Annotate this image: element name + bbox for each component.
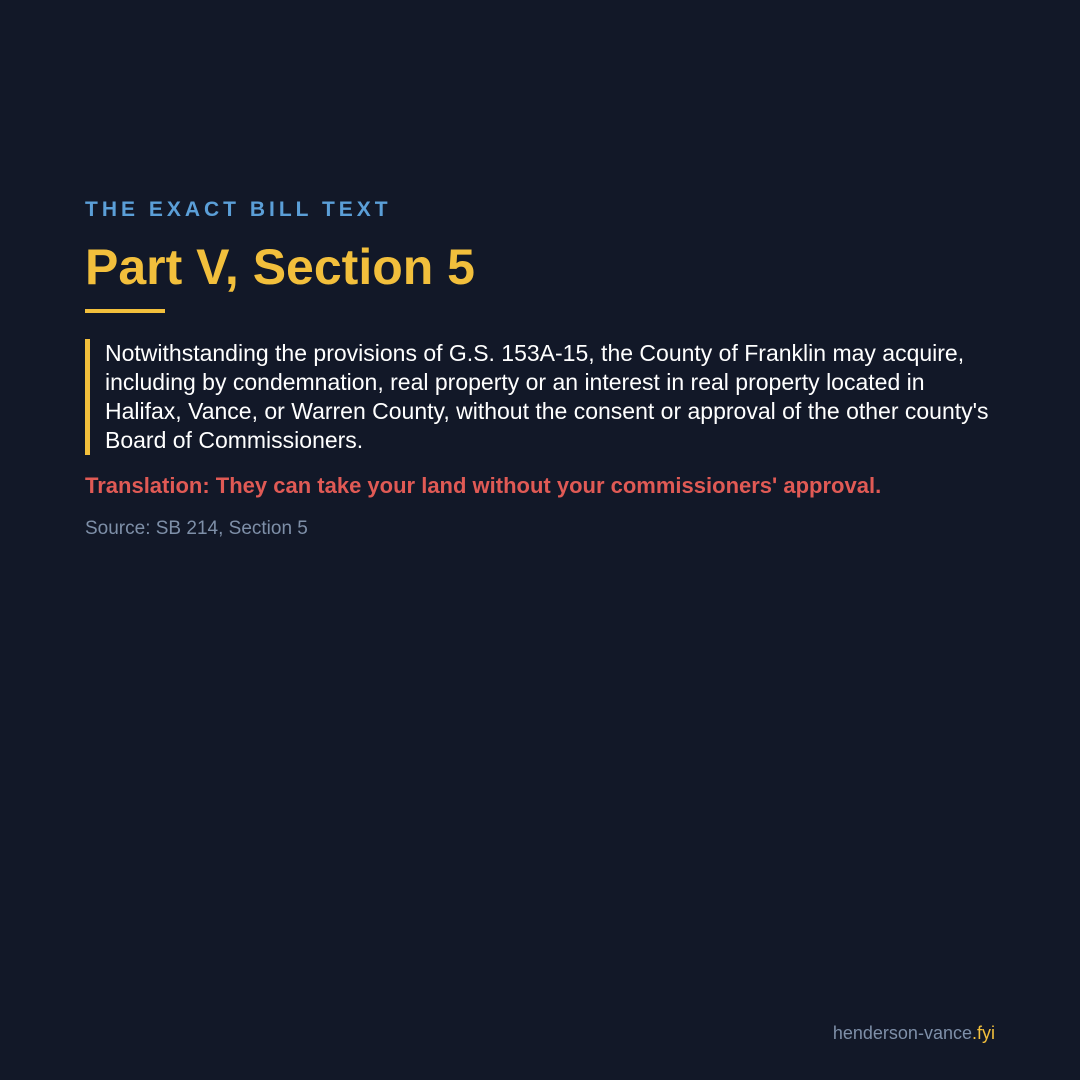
title-underline	[85, 309, 165, 313]
source-citation: Source: SB 214, Section 5	[85, 518, 308, 539]
bill-text-quote: Notwithstanding the provisions of G.S. 153A-15, the County of Franklin may acquire, including by condemnation, real property or an interest in real property located in Halifax, Vance, or Warren County, without the consent or approval of the other county's Board of Commissioners.	[85, 339, 995, 455]
site-domain-name: henderson-vance	[832, 1023, 972, 1043]
page-title: Part V, Section 5	[85, 239, 475, 295]
eyebrow-label: THE EXACT BILL TEXT	[85, 198, 392, 221]
site-domain-tld: .fyi	[971, 1023, 995, 1043]
content-card	[85, 196, 995, 541]
translation-text: Translation: They can take your land without your commissioners' approval.	[85, 473, 882, 498]
site-domain	[833, 1022, 995, 1044]
